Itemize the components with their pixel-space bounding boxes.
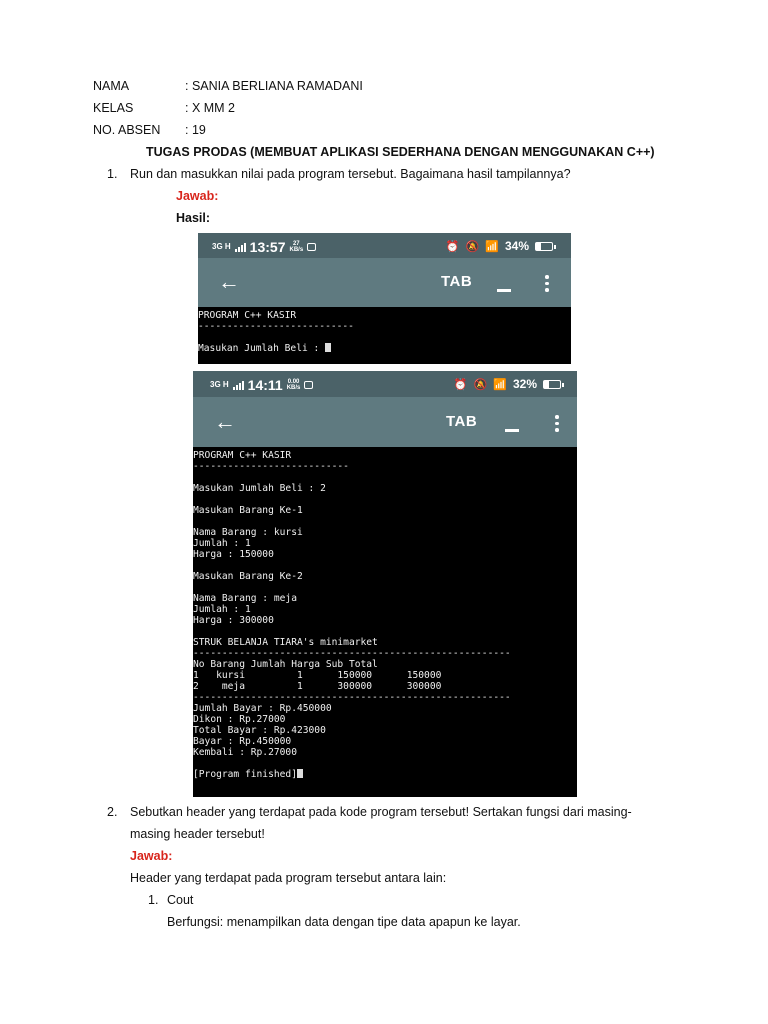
q2-text-line1: Sebutkan header yang terdapat pada kode program tersebut! Sertakan fungsi dari masing- (130, 805, 632, 819)
q1-number: 1. (107, 167, 118, 181)
terminal-line: --------------------------- (198, 321, 354, 332)
terminal-line: Harga : 150000 (193, 549, 274, 560)
terminal-line: ------------------------------------------------------- (193, 692, 511, 703)
terminal-line: Masukan Jumlah Beli : 2 (193, 483, 326, 494)
image-notification-icon (304, 381, 313, 389)
terminal-line: PROGRAM C++ KASIR (198, 310, 297, 321)
terminal-line: Masukan Jumlah Beli : (198, 343, 331, 354)
wifi-icon: 📶 (493, 378, 507, 391)
tab-title[interactable]: TAB (441, 273, 473, 290)
q1-hasil: Hasil: (176, 211, 211, 225)
app-bar (198, 258, 571, 307)
tab-title[interactable]: TAB (446, 413, 478, 430)
terminal-line: Jumlah Bayar : Rp.450000 (193, 703, 332, 714)
terminal-line: Dikon : Rp.27000 (193, 714, 286, 725)
q1-jawab: Jawab: (176, 189, 219, 203)
terminal-line: --------------------------- (193, 461, 349, 472)
terminal-line: Masukan Barang Ke-1 (193, 505, 303, 516)
network-type: 3G H (212, 242, 231, 251)
absen-value: : 19 (185, 123, 206, 137)
absen-row (0, 123, 768, 139)
terminal-line: ------------------------------------------------------- (193, 648, 511, 659)
back-arrow-icon[interactable]: ← (218, 269, 240, 294)
kelas-label: KELAS (93, 101, 134, 115)
terminal-line: 1 kursi 1 150000 150000 (193, 670, 442, 681)
terminal-line: [Program finished] (193, 769, 303, 780)
nama-row (0, 79, 768, 95)
mute-icon: 🔕 (465, 240, 480, 253)
battery-icon (543, 380, 561, 389)
terminal-line: No Barang Jumlah Harga Sub Total (193, 659, 378, 670)
cursor (325, 343, 331, 352)
minimize-icon[interactable] (505, 429, 519, 432)
q2-jawab: Jawab: (130, 849, 173, 863)
terminal-line: Masukan Barang Ke-2 (193, 571, 303, 582)
battery-percent: 34% (504, 239, 529, 253)
signal-icon (233, 380, 244, 390)
nama-label: NAMA (93, 79, 130, 93)
terminal-line: PROGRAM C++ KASIR (193, 450, 292, 461)
q2-text-line2: masing header tersebut! (130, 827, 265, 841)
terminal-line: Harga : 300000 (193, 615, 274, 626)
battery-percent: 32% (512, 377, 537, 391)
kelas-row (0, 101, 768, 117)
wifi-icon: 📶 (485, 240, 499, 253)
speed-indicator: 0.00 KB/s (286, 379, 301, 391)
terminal-line: Jumlah : 1 (193, 604, 251, 615)
status-bar (193, 371, 577, 397)
overflow-menu-icon[interactable] (545, 275, 549, 292)
alarm-icon: ⏰ (445, 240, 460, 253)
terminal-line: 2 meja 1 300000 300000 (193, 681, 442, 692)
q2-intro: Header yang terdapat pada program tersebut antara lain: (130, 871, 447, 885)
terminal-line: Jumlah : 1 (193, 538, 251, 549)
q2-item1-title: Cout (167, 893, 194, 907)
assignment-title: TUGAS PRODAS (MEMBUAT APLIKASI SEDERHANA DENGAN MENGGUNAKAN C++) (146, 145, 655, 159)
q2-number: 2. (107, 805, 118, 819)
terminal-output[interactable] (198, 310, 571, 364)
q1-text: Run dan masukkan nilai pada program tersebut. Bagaimana hasil tampilannya? (130, 167, 571, 181)
terminal-line: Nama Barang : kursi (193, 527, 303, 538)
terminal-line: Total Bayar : Rp.423000 (193, 725, 326, 736)
terminal-line: STRUK BELANJA TIARA's minimarket (193, 637, 378, 648)
clock: 13:57 (249, 239, 286, 255)
back-arrow-icon[interactable]: ← (214, 409, 236, 434)
mute-icon: 🔕 (473, 378, 488, 391)
kelas-value: : X MM 2 (185, 101, 236, 115)
absen-label: NO. ABSEN (93, 123, 161, 137)
terminal-screenshot-1 (198, 233, 571, 364)
speed-indicator: 27 KB/s (289, 241, 304, 253)
alarm-icon: ⏰ (453, 378, 468, 391)
terminal-line: Kembali : Rp.27000 (193, 747, 297, 758)
minimize-icon[interactable] (497, 289, 511, 292)
app-bar (193, 397, 577, 447)
image-notification-icon (307, 243, 316, 251)
terminal-output[interactable] (193, 450, 577, 797)
signal-icon (235, 242, 246, 252)
cursor (297, 769, 303, 778)
status-bar (198, 233, 571, 258)
terminal-line: Nama Barang : meja (193, 593, 297, 604)
terminal-screenshot-2 (193, 371, 577, 797)
nama-value: : SANIA BERLIANA RAMADANI (185, 79, 363, 93)
q2-item1-number: 1. (148, 893, 159, 907)
clock: 14:11 (247, 377, 283, 393)
battery-icon (535, 242, 553, 251)
terminal-line: Bayar : Rp.450000 (193, 736, 292, 747)
overflow-menu-icon[interactable] (555, 415, 559, 432)
q2-item1-desc: Berfungsi: menampilkan data dengan tipe data apapun ke layar. (167, 915, 521, 929)
network-type: 3G H (210, 380, 229, 389)
